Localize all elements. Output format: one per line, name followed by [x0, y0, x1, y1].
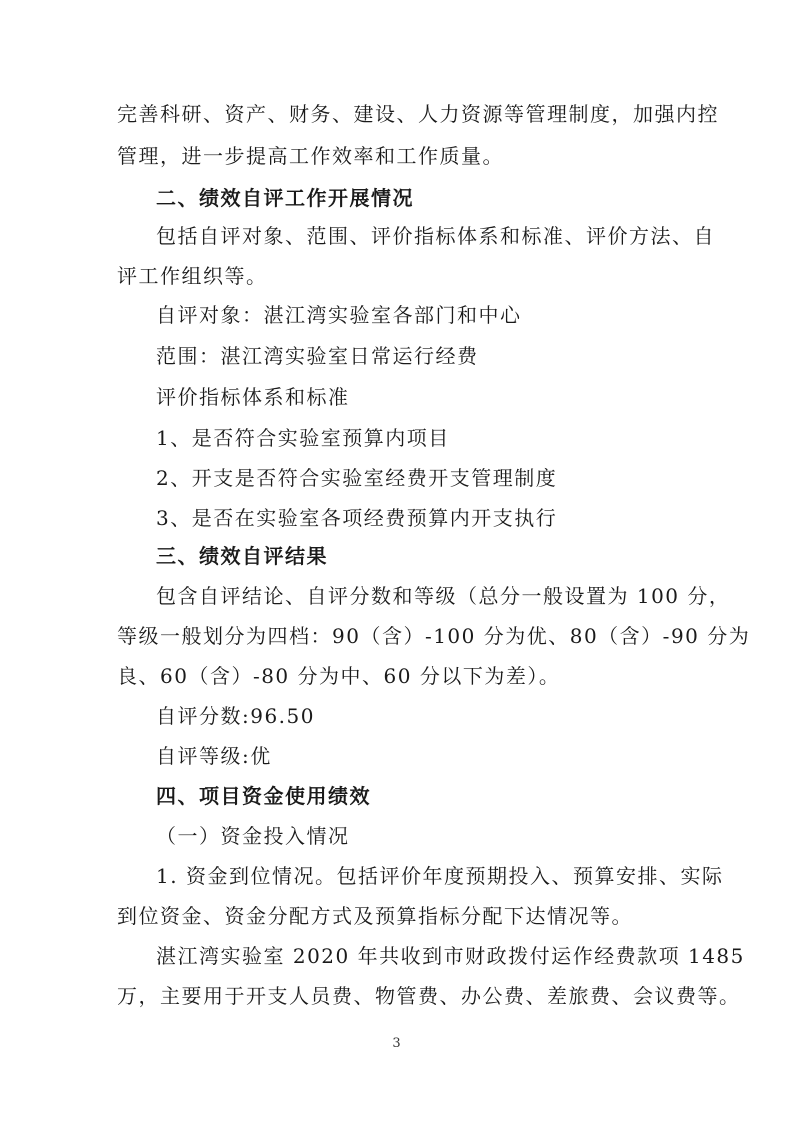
subsection-heading: （一）资金投入情况 — [156, 824, 350, 848]
body-text-line: 评价指标体系和标准 — [156, 385, 350, 409]
list-item: 2、开支是否符合实验室经费开支管理制度 — [156, 466, 558, 490]
body-text-line: 等级一般划分为四档：90（含）-100 分为优、80（含）-90 分为 — [117, 624, 751, 648]
body-text-line: 自评对象：湛江湾实验室各部门和中心 — [156, 303, 522, 327]
section-heading-4: 四、项目资金使用绩效 — [156, 784, 371, 808]
body-text-line: 1. 资金到位情况。包括评价年度预期投入、预算安排、实际 — [156, 864, 724, 888]
list-item: 3、是否在实验室各项经费预算内开支执行 — [156, 506, 558, 530]
self-eval-grade: 自评等级:优 — [156, 744, 272, 768]
body-text-line: 湛江湾实验室 2020 年共收到市财政拨付运作经费款项 1485 — [156, 944, 745, 968]
body-text-line: 包括自评对象、范围、评价指标体系和标准、评价方法、自 — [156, 224, 715, 248]
body-text-line: 管理，进一步提高工作效率和工作质量。 — [117, 144, 504, 168]
body-text-line: 完善科研、资产、财务、建设、人力资源等管理制度，加强内控 — [117, 102, 719, 126]
body-text-line: 范围：湛江湾实验室日常运行经费 — [156, 344, 479, 368]
body-text-line: 良、60（含）-80 分为中、60 分以下为差）。 — [117, 664, 561, 688]
page-number: 3 — [392, 1036, 401, 1051]
section-heading-3: 三、绩效自评结果 — [156, 544, 328, 568]
list-item: 1、是否符合实验室预算内项目 — [156, 426, 450, 450]
section-heading-2: 二、绩效自评工作开展情况 — [156, 186, 414, 210]
self-eval-score: 自评分数:96.50 — [156, 704, 315, 728]
body-text-line: 包含自评结论、自评分数和等级（总分一般设置为 100 分， — [156, 584, 731, 608]
body-text-line: 万，主要用于开支人员费、物管费、办公费、差旅费、会议费等。 — [117, 984, 741, 1008]
body-text-line: 评工作组织等。 — [117, 264, 268, 288]
body-text-line: 到位资金、资金分配方式及预算指标分配下达情况等。 — [117, 904, 633, 928]
